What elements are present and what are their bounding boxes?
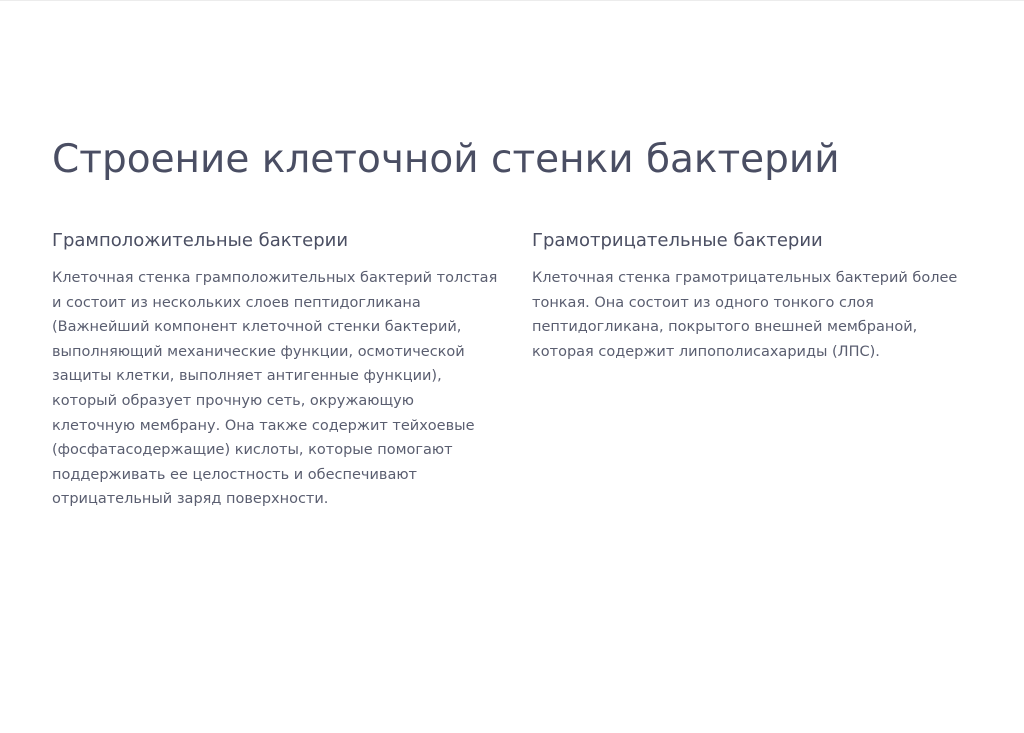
text-line: тонкая. Она состоит из одного тонкого слоя	[532, 294, 874, 311]
text-line: выполняющий механические функции, осмотической	[52, 343, 465, 360]
gram-negative-column	[532, 229, 972, 364]
text-line: (Важнейший компонент клеточной стенки бактерий,	[52, 319, 462, 336]
gram-negative-text	[532, 266, 972, 364]
gram-positive-column	[52, 229, 498, 512]
text-line: Клеточная стенка грамотрицательных бактерий более	[532, 270, 958, 286]
gram-positive-text	[52, 266, 498, 512]
text-line: Клеточная стенка грамположительных бактерий толстая	[52, 270, 498, 286]
text-line: поддерживать ее целостность и обеспечивают	[52, 466, 417, 483]
text-line: которая содержит липополисахариды (ЛПС).	[532, 343, 880, 360]
text-line: отрицательный заряд поверхности.	[52, 491, 329, 508]
slide-title: Строение клеточной стенки бактерий	[52, 137, 840, 182]
gram-negative-heading: Грамотрицательные бактерии	[532, 230, 823, 251]
text-line: клеточную мембрану. Она также содержит тейхоевые	[52, 417, 475, 434]
text-line: защиты клетки, выполняет антигенные функции),	[52, 368, 442, 385]
text-line: и состоит из нескольких слоев пептидогликана	[52, 294, 421, 311]
gram-positive-heading: Грамположительные бактерии	[52, 230, 349, 251]
text-line: (фосфатасодержащие) кислоты, которые помогают	[52, 442, 453, 459]
text-line: пептидогликана, покрытого внешней мембраной,	[532, 319, 918, 336]
text-line: который образует прочную сеть, окружающую	[52, 392, 414, 409]
